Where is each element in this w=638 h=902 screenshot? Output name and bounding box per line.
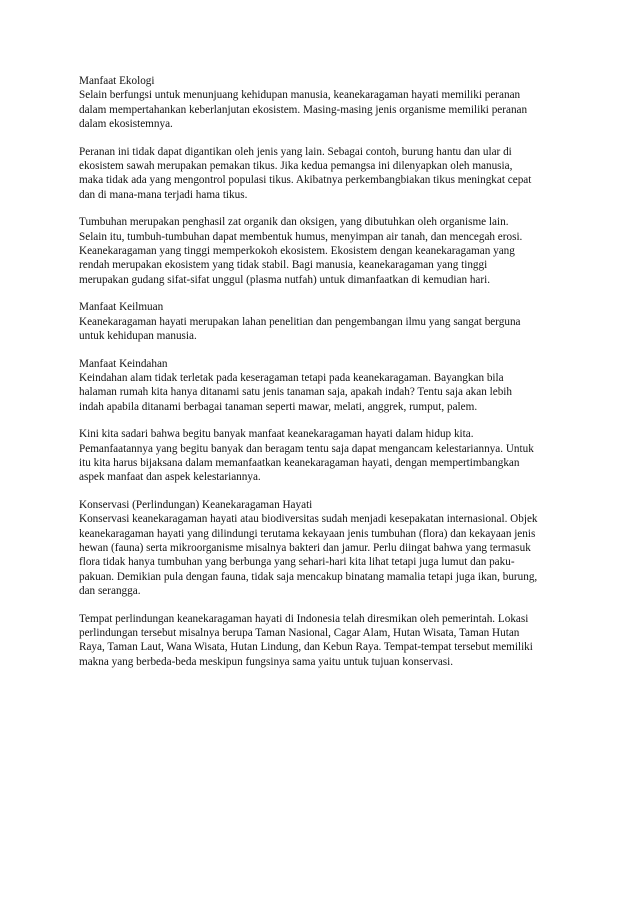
paragraph-line: Raya, Taman Laut, Wana Wisata, Hutan Lindung, dan Kebun Raya. Tempat-tempat tersebut memiliki	[79, 641, 533, 654]
paragraph-kini-kita-sadari	[79, 427, 561, 485]
paragraph-line: Keanekaragaman yang tinggi memperkokoh ekosistem. Ekosistem dengan keanekaragaman yang	[79, 245, 515, 258]
paragraph-line: dan di mana-mana terjadi hama tikus.	[79, 188, 248, 201]
paragraph-line: ekosistem sawah merupakan pemakan tikus. Jika kedua pemangsa ini dilenyapkan oleh manusia,	[79, 160, 513, 173]
paragraph-line: merupakan gudang sifat-sifat unggul (plasma nutfah) untuk dimanfaatkan di kemudian hari.	[79, 273, 491, 286]
paragraph-manfaat-keilmuan	[79, 300, 561, 343]
paragraph-line: pakuan. Demikian pula dengan fauna, tidak saja mencakup binatang mamalia tetapi juga ikan, burung,	[79, 570, 538, 583]
paragraph-line: Keindahan alam tidak terletak pada keseragaman tetapi pada keanekaragaman. Bayangkan bila	[79, 371, 504, 384]
paragraph-line: itu kita harus bijaksana dalam memanfaatkan keanekaragaman hayati, dengan mempertimbangkan	[79, 456, 520, 469]
paragraph-line: Peranan ini tidak dapat digantikan oleh jenis yang lain. Sebagai contoh, burung hantu dan ular di	[79, 145, 512, 158]
section-heading: Manfaat Keilmuan	[79, 301, 164, 314]
paragraph-line: dan serangga.	[79, 585, 141, 598]
paragraph-peranan	[79, 145, 561, 203]
paragraph-line: maka tidak ada yang mengontrol populasi tikus. Akibatnya perkembangbiakan tikus meningkat cepat	[79, 174, 532, 187]
paragraph-line: flora tidak hanya tumbuhan yang berbunga yang sehari-hari kita lihat tetapi juga lumut dan paku-	[79, 556, 515, 569]
paragraph-line: halaman rumah kita hanya ditanami satu jenis tanaman saja, apakah indah? Tentu saja akan lebih	[79, 386, 512, 399]
paragraph-line: dalam mempertahankan keberlanjutan ekosistem. Masing-masing jenis organisme memiliki peranan	[79, 103, 528, 116]
paragraph-line: aspek manfaat dan aspek kelestariannya.	[79, 471, 261, 484]
paragraph-manfaat-keindahan	[79, 357, 561, 415]
paragraph-tempat-perlindungan	[79, 612, 561, 670]
paragraph-line: Konservasi keanekaragaman hayati atau biodiversitas sudah menjadi kesepakatan internasional. Objek	[79, 513, 538, 526]
paragraph-line: Selain itu, tumbuh-tumbuhan dapat membentuk humus, menyimpan air tanah, dan mencegah erosi.	[79, 230, 523, 243]
paragraph-line: Selain berfungsi untuk menunjuang kehidupan manusia, keanekaragaman hayati memiliki peranan	[79, 89, 521, 102]
paragraph-konservasi	[79, 498, 561, 599]
paragraph-line: indah apabila ditanami berbagai tanaman seperti mawar, melati, anggrek, rumput, palem.	[79, 400, 478, 413]
paragraph-line: hewan (fauna) serta mikroorganisme misalnya bakteri dan jamur. Perlu diingat bahwa yang termasuk	[79, 541, 531, 554]
paragraph-manfaat-ekologi	[79, 74, 561, 132]
paragraph-line: Tempat perlindungan keanekaragaman hayati di Indonesia telah diresmikan oleh pemerintah. Lokasi	[79, 612, 529, 625]
paragraph-line: Tumbuhan merupakan penghasil zat organik dan oksigen, yang dibutuhkan oleh organisme lain.	[79, 216, 509, 229]
paragraph-line: rendah merupakan ekosistem yang tidak stabil. Bagi manusia, keanekaragaman yang tinggi	[79, 259, 488, 272]
paragraph-tumbuhan	[79, 215, 561, 287]
paragraph-line: Kini kita sadari bahwa begitu banyak manfaat keanekaragaman hayati dalam hidup kita.	[79, 428, 474, 441]
paragraph-line: perlindungan tersebut misalnya berupa Taman Nasional, Cagar Alam, Hutan Wisata, Taman Hutan	[79, 627, 520, 639]
section-heading: Manfaat Keindahan	[79, 357, 168, 370]
paragraph-line: dalam ekosistemnya.	[79, 118, 173, 131]
section-heading: Konservasi (Perlindungan) Keanekaragaman Hayati	[79, 498, 313, 511]
paragraph-line: Keanekaragaman hayati merupakan lahan penelitian dan pengembangan ilmu yang sangat berguna	[79, 315, 521, 328]
document-page	[79, 74, 561, 682]
paragraph-line: keanekaragaman hayati yang dilindungi terutama kekayaan jenis tumbuhan (flora) dan kekayaan jenis	[79, 527, 536, 540]
paragraph-line: untuk kehidupan manusia.	[79, 330, 197, 343]
paragraph-line: Pemanfaatannya yang begitu banyak dan beragam tentu saja dapat mengancam kelestariannya. Untuk	[79, 442, 534, 455]
section-heading: Manfaat Ekologi	[79, 75, 155, 87]
paragraph-line: makna yang berbeda-beda meskipun fungsinya sama yaitu untuk tujuan konservasi.	[79, 655, 454, 668]
